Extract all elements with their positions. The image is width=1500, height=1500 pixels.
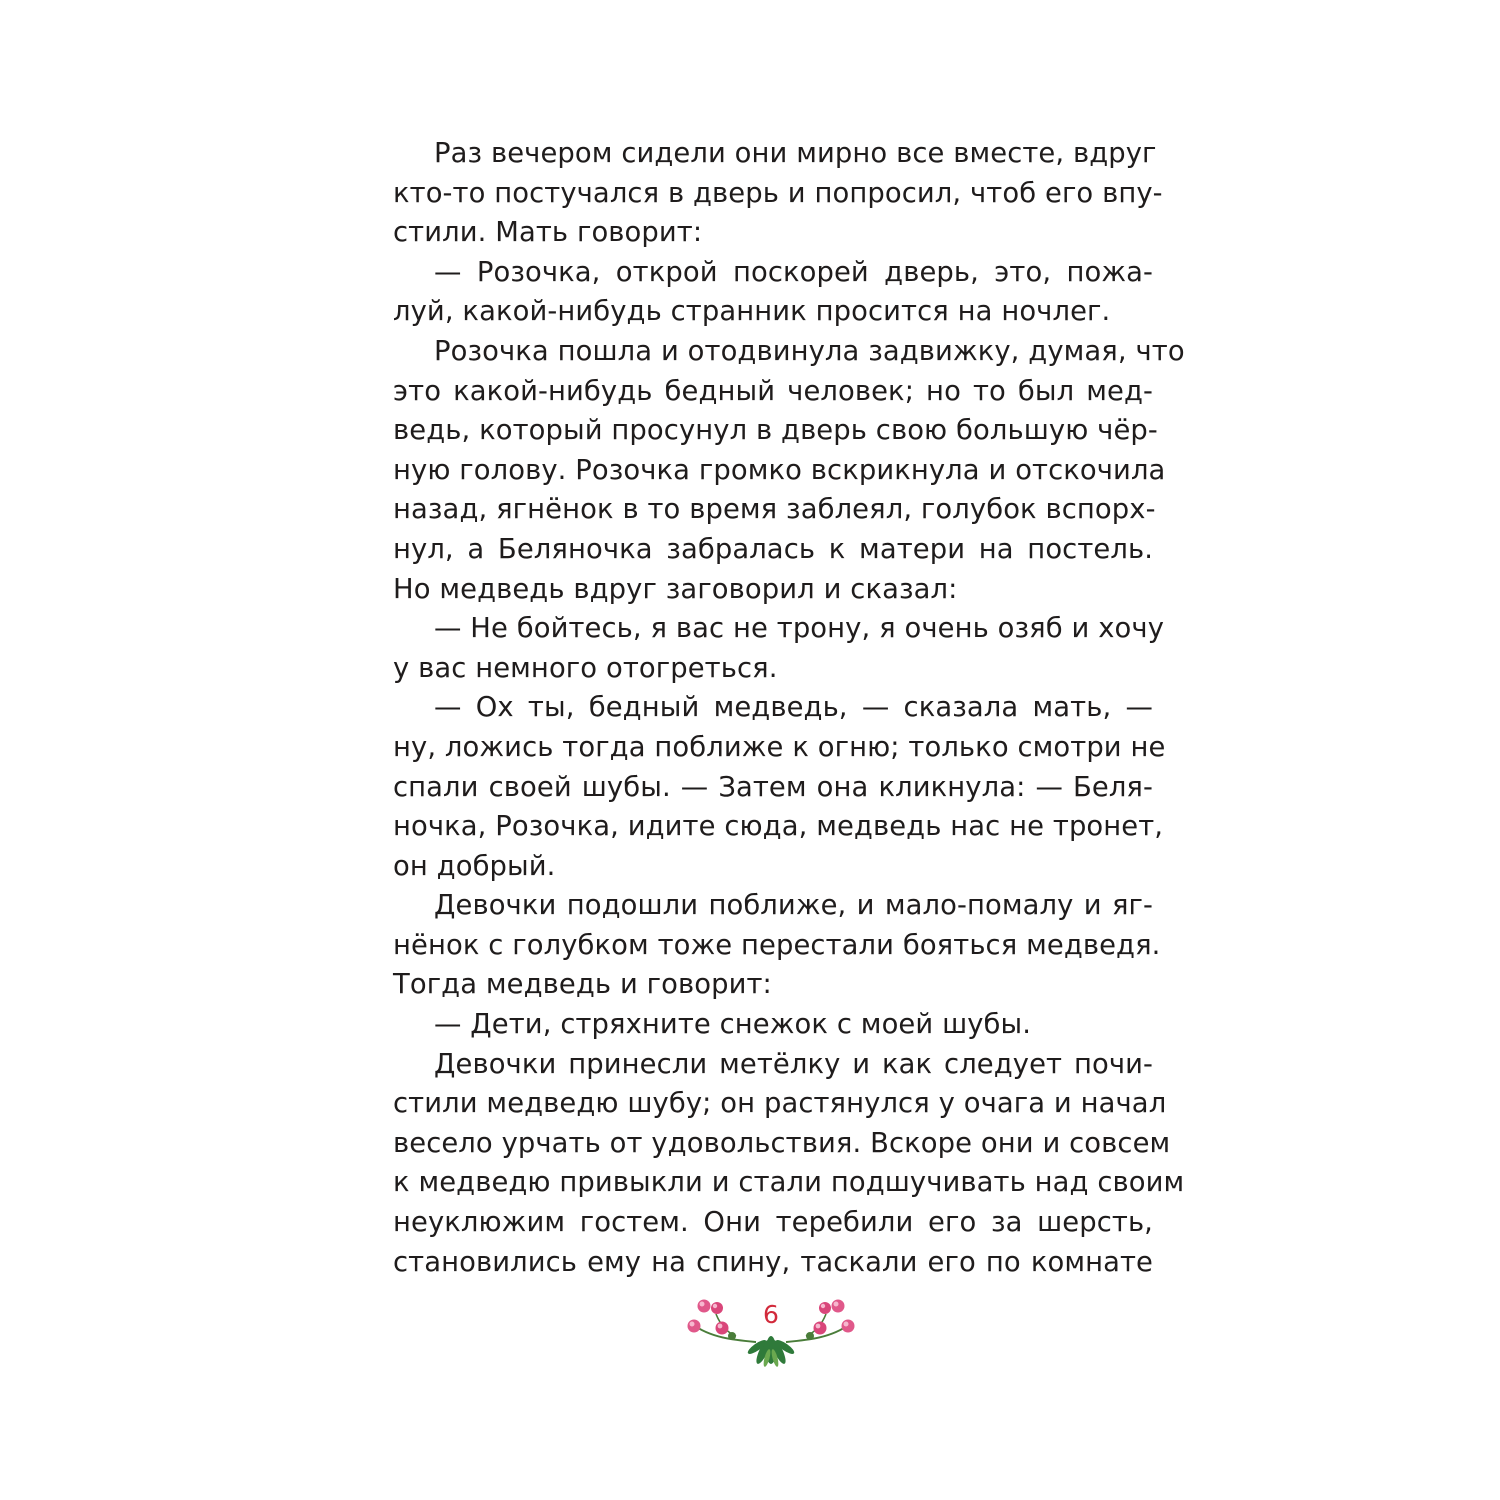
- text-line: Девочки принесли метёлку и как следует почи-: [434, 1048, 1153, 1080]
- text-line: у вас немного отогреться.: [393, 652, 778, 684]
- text-line: становились ему на спину, таскали его по комнате: [393, 1246, 1153, 1278]
- text-line: — Розочка, открой поскорей дверь, это, пожа-: [434, 256, 1153, 288]
- text-line: кто-то постучался в дверь и попросил, чтоб его впу-: [393, 177, 1163, 209]
- text-line: Тогда медведь и говорит:: [393, 969, 772, 1001]
- text-line: — Ох ты, бедный медведь, — сказала мать, —: [434, 692, 1153, 724]
- text-line: стили медведю шубу; он растянулся у очага и начал: [393, 1088, 1167, 1120]
- text-line: Розочка пошла и отодвинула задвижку, думая, что: [434, 335, 1185, 367]
- text-line: нёнок с голубком тоже перестали бояться медведя.: [393, 929, 1161, 961]
- text-line: луй, какой-нибудь странник просится на ночлег.: [393, 296, 1111, 328]
- text-line: Но медведь вдруг заговорил и сказал:: [393, 573, 958, 605]
- text-line: к медведю привыкли и стали подшучивать над своим: [393, 1167, 1185, 1199]
- text-line: нул, а Беляночка забралась к матери на постель.: [393, 533, 1153, 565]
- text-line: неуклюжим гостем. Они теребили его за шерсть,: [393, 1207, 1153, 1239]
- text-line: назад, ягнёнок в то время заблеял, голубок вспорх-: [393, 494, 1156, 526]
- page-number: 6: [763, 1300, 779, 1329]
- text-line: ную голову. Розочка громко вскрикнула и отскочила: [393, 454, 1166, 486]
- text-line: ну, ложись тогда поближе к огню; только смотри не: [393, 731, 1166, 763]
- text-line: ночка, Розочка, идите сюда, медведь нас не тронет,: [393, 811, 1164, 843]
- text-line: — Дети, стряхните снежок с моей шубы.: [434, 1009, 1032, 1041]
- text-line: спали своей шубы. — Затем она кликнула: — Беля-: [393, 771, 1153, 803]
- text-line: это какой-нибудь бедный человек; но то был мед-: [393, 375, 1153, 407]
- text-line: ведь, который просунул в дверь свою большую чёр-: [393, 415, 1158, 447]
- story-text: [393, 134, 1185, 1282]
- text-line: стили. Мать говорит:: [393, 217, 703, 249]
- text-line: весело урчать от удовольствия. Вскоре они и совсем: [393, 1127, 1171, 1159]
- text-line: Девочки подошли поближе, и мало-помалу и яг-: [434, 890, 1153, 922]
- text-line: Раз вечером сидели они мирно все вместе, вдруг: [434, 138, 1157, 169]
- text-line: — Не бойтесь, я вас не трону, я очень озяб и хочу: [434, 613, 1165, 645]
- text-line: он добрый.: [393, 850, 556, 882]
